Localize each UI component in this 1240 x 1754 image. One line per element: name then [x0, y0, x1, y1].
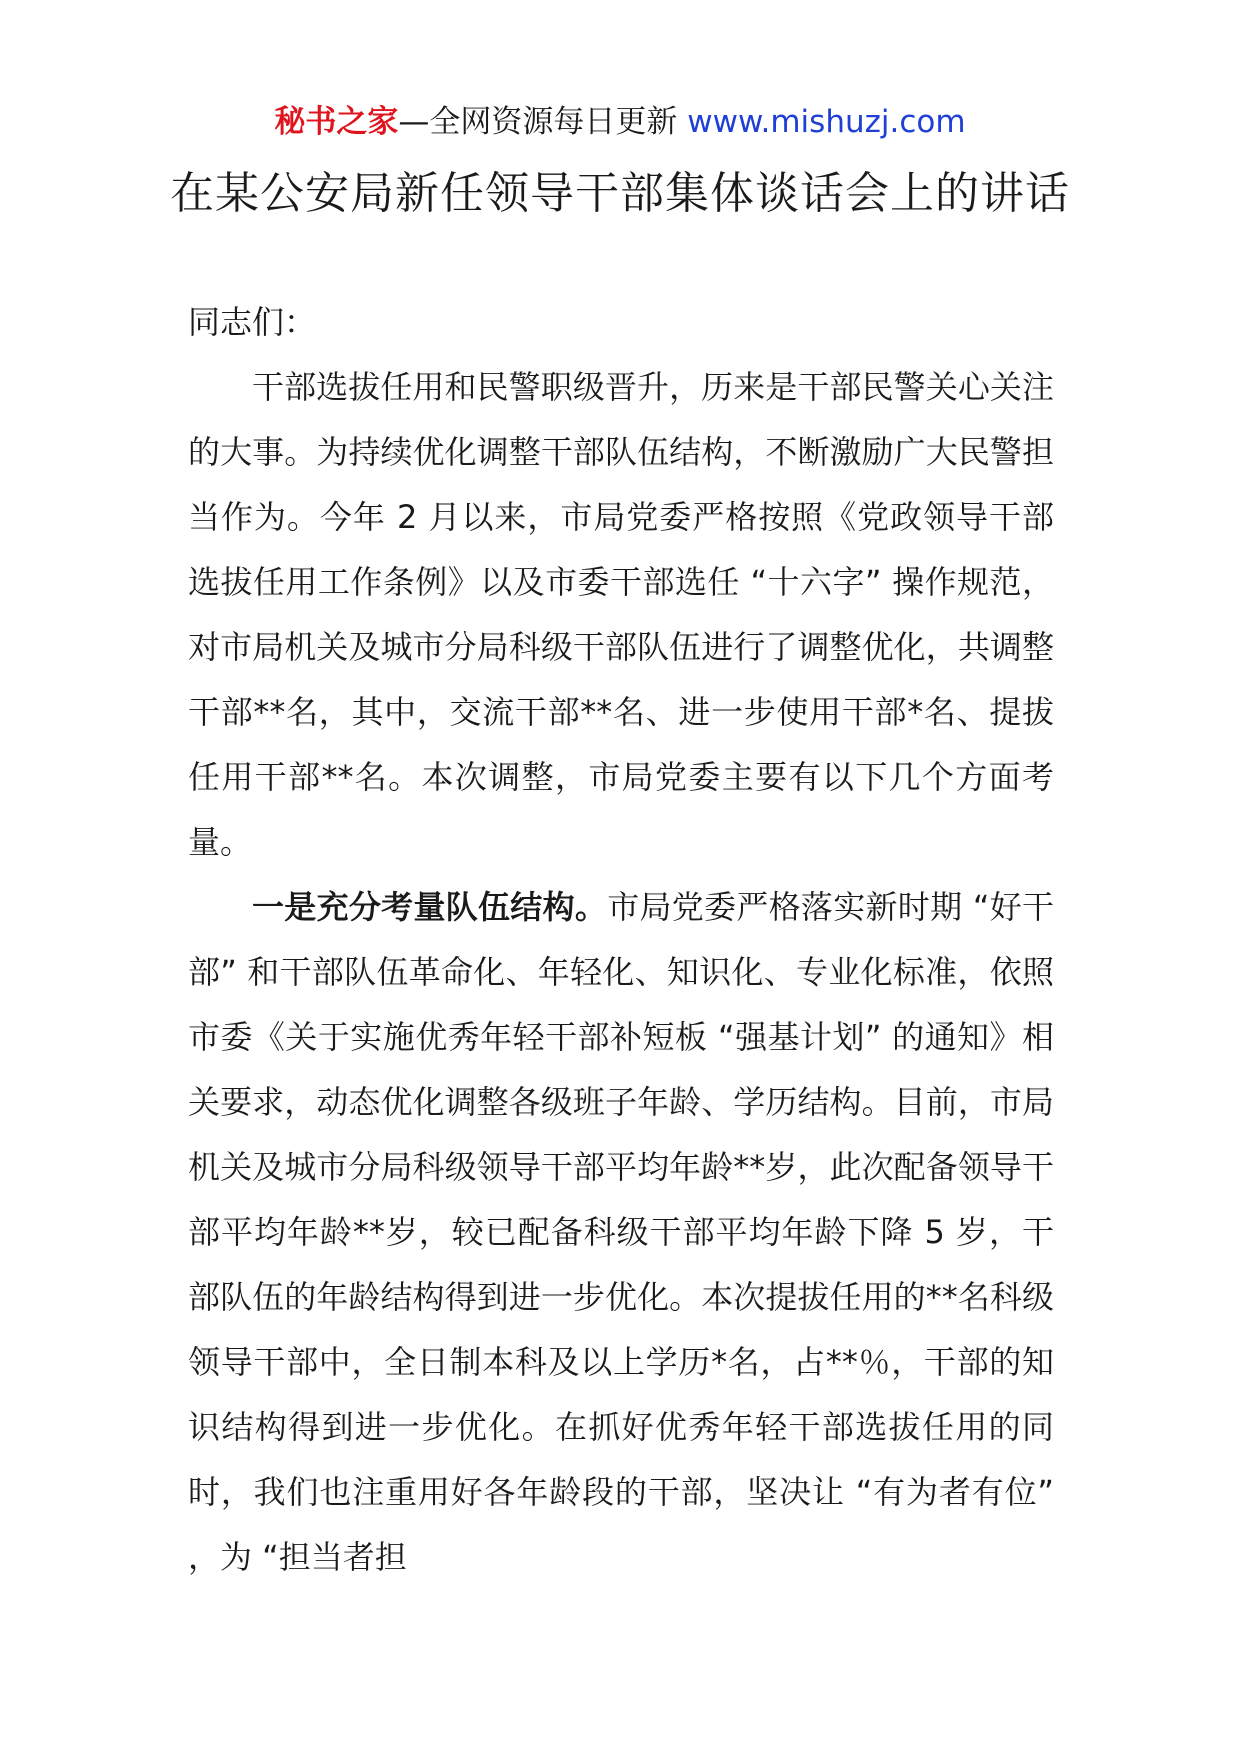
- salutation: 同志们：: [188, 303, 317, 341]
- paragraph-2: [188, 875, 1054, 1590]
- site-header: [0, 100, 1240, 144]
- paragraph-1: 干部选拔任用和民警职级晋升，历来是干部民警关心关注的大事。为持续优化调整干部队伍结构，不断激励广大民警担当作为。今年 2 月以来，市局党委严格按照《党政领导干部选拔任用工作条例》以及市委干部选任 “十六字” 操作规范，对市局机关及城市分局科级干部队伍进行了调整优化，共调整干部**名，其中，交流干部**名、进一步使用干部*名、提拔任用干部**名。本次调整，市局党委主要有以下几个方面考量。: [188, 368, 1054, 861]
- paragraph-2-lead: 一是充分考量队伍结构。: [252, 888, 608, 926]
- paragraph-2-text: 市局党委严格落实新时期 “好干部” 和干部队伍革命化、年轻化、知识化、专业化标准，依照市委《关于实施优秀年轻干部补短板 “强基计划” 的通知》相关要求，动态优化调整各级班子年龄、学历结构。目前，市局机关及城市分局科级领导干部平均年龄**岁，此次配备领导干部平均年龄**岁，较已配备科级干部平均年龄下降 5 岁，干部队伍的年龄结构得到进一步优化。本次提拔任用的**名科级领导干部中，全日制本科及以上学历*名，占**％，干部的知识结构得到进一步优化。在抓好优秀年轻干部选拔任用的同时，我们也注重用好各年龄段的干部，坚决让 “有为者有位” ，为 “担当者担: [188, 888, 1054, 1576]
- header-tagline: —全网资源每日更新: [398, 104, 688, 140]
- document-title: 在某公安局新任领导干部集体谈话会上的讲话: [170, 168, 1070, 219]
- brand-name: 秘书之家: [274, 104, 399, 140]
- site-url-link[interactable]: www.mishuzj.com: [687, 104, 966, 140]
- document-body: [188, 290, 1054, 1590]
